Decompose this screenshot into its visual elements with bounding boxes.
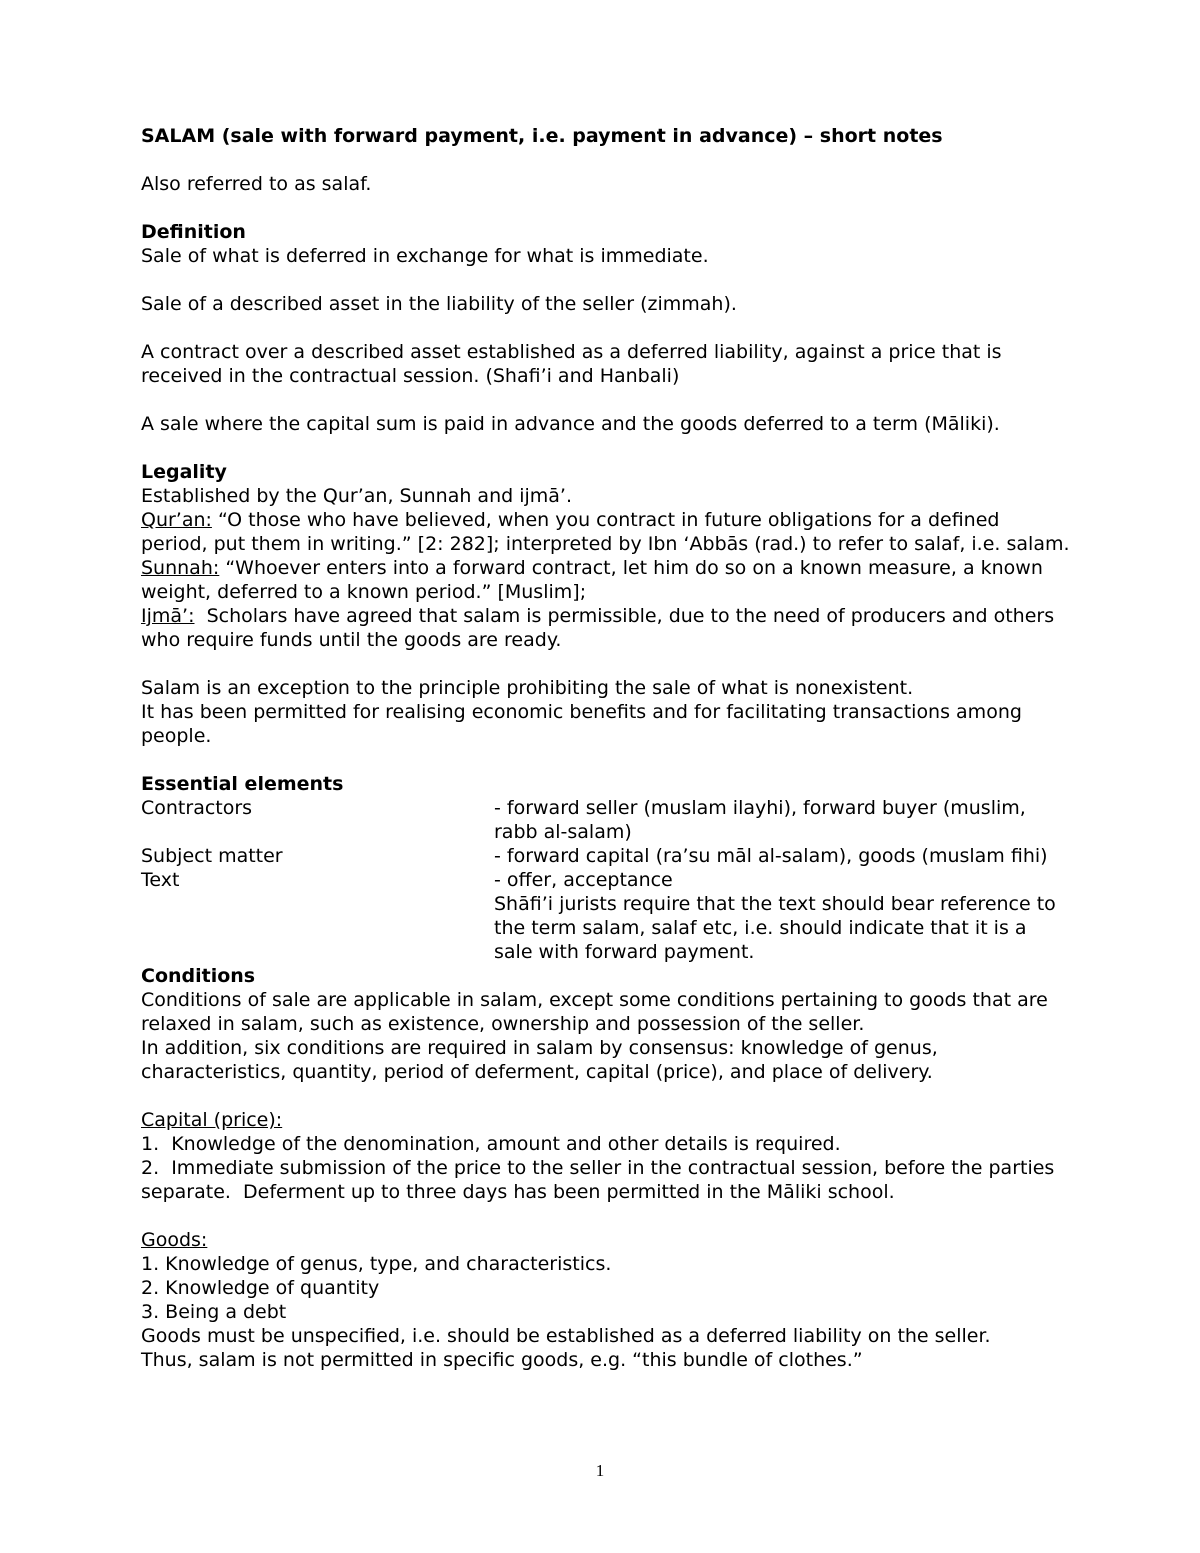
essential-row-text: - forward seller (muslam ilayhi), forward buyer (muslim, rabb al-salam) bbox=[494, 797, 1026, 843]
definition-paragraph-4: A sale where the capital sum is paid in advance and the goods deferred to a term (Māliki). bbox=[141, 413, 1000, 435]
conditions-heading: Conditions bbox=[141, 965, 256, 987]
essential-elements-heading: Essential elements bbox=[141, 773, 344, 795]
legality-paragraph-1: Established by the Qur’an, Sunnah and ijmā’. bbox=[141, 485, 573, 507]
essential-row-text: - forward capital (ra’su māl al-salam), goods (muslam fihi) bbox=[494, 845, 1048, 867]
essential-row-subject-matter bbox=[141, 844, 1071, 868]
goods-item: 3. Being a debt bbox=[141, 1301, 287, 1323]
goods-paragraph-2: Thus, salam is not permitted in specific goods, e.g. “this bundle of clothes.” bbox=[141, 1349, 863, 1371]
legality-ijma bbox=[141, 604, 1071, 652]
legality-heading: Legality bbox=[141, 461, 227, 483]
essential-row-text-group bbox=[494, 868, 1071, 964]
capital-item: 2. Immediate submission of the price to the seller in the contractual session, before the parties separate. Deferment up to three days has been permitted in the Māliki school. bbox=[141, 1157, 1061, 1203]
quran-text: “O those who have believed, when you contract in future obligations for a defined period, put them in writing.” [2: 282]; interpreted by Ibn ‘Abbās (rad.) to refer to salaf, i.e. salam. bbox=[141, 509, 1070, 555]
goods-item: 1. Knowledge of genus, type, and characteristics. bbox=[141, 1253, 612, 1275]
ijma-label: Ijmā’: bbox=[141, 605, 195, 627]
legality-paragraph-3: It has been permitted for realising economic benefits and for facilitating transactions among people. bbox=[141, 701, 1022, 747]
goods-item: 2. Knowledge of quantity bbox=[141, 1277, 380, 1299]
essential-row-label: Contractors bbox=[141, 797, 253, 819]
document-body bbox=[141, 124, 1071, 1372]
quran-label: Qur’an: bbox=[141, 509, 212, 531]
essential-row-label: Subject matter bbox=[141, 845, 283, 867]
capital-heading: Capital (price): bbox=[141, 1109, 283, 1131]
sunnah-label: Sunnah: bbox=[141, 557, 220, 579]
goods-heading: Goods: bbox=[141, 1229, 208, 1251]
essential-row-text-element bbox=[141, 868, 1071, 964]
essential-row-text: - offer, acceptance bbox=[494, 869, 673, 891]
ijma-text: Scholars have agreed that salam is permissible, due to the need of producers and others who require funds until the goods are ready. bbox=[141, 605, 1061, 651]
conditions-paragraph-2: In addition, six conditions are required in salam by consensus: knowledge of genus, characteristics, quantity, period of deferment, capital (price), and place of delivery. bbox=[141, 1037, 938, 1083]
conditions-paragraph-1: Conditions of sale are applicable in salam, except some conditions pertaining to goods that are relaxed in salam, such as existence, ownership and possession of the seller. bbox=[141, 989, 1048, 1035]
legality-sunnah bbox=[141, 556, 1071, 604]
essential-row-contractors bbox=[141, 796, 1071, 844]
capital-item: 1. Knowledge of the denomination, amount and other details is required. bbox=[141, 1133, 841, 1155]
page-number: 1 bbox=[595, 1461, 605, 1480]
legality-quran bbox=[141, 508, 1071, 556]
essential-text-note: Shāfi’i jurists require that the text should bear reference to the term salam, salaf etc, i.e. should indicate that it is a sale with forward payment. bbox=[494, 893, 1056, 963]
definition-paragraph-1: Sale of what is deferred in exchange for what is immediate. bbox=[141, 245, 709, 267]
document-title: SALAM (sale with forward payment, i.e. payment in advance) – short notes bbox=[141, 125, 943, 147]
goods-paragraph-1: Goods must be unspecified, i.e. should be established as a deferred liability on the seller. bbox=[141, 1325, 991, 1347]
legality-paragraph-2: Salam is an exception to the principle prohibiting the sale of what is nonexistent. bbox=[141, 677, 914, 699]
essential-row-label: Text bbox=[141, 869, 180, 891]
intro-text: Also referred to as salaf. bbox=[141, 173, 372, 195]
definition-heading: Definition bbox=[141, 221, 246, 243]
definition-paragraph-2: Sale of a described asset in the liability of the seller (zimmah). bbox=[141, 293, 737, 315]
sunnah-text: “Whoever enters into a forward contract, let him do so on a known measure, a known weight, deferred to a known period.” [Muslim]; bbox=[141, 557, 1043, 603]
definition-paragraph-3: A contract over a described asset established as a deferred liability, against a price that is received in the contractual session. (Shafi’i and Hanbali) bbox=[141, 341, 1002, 387]
